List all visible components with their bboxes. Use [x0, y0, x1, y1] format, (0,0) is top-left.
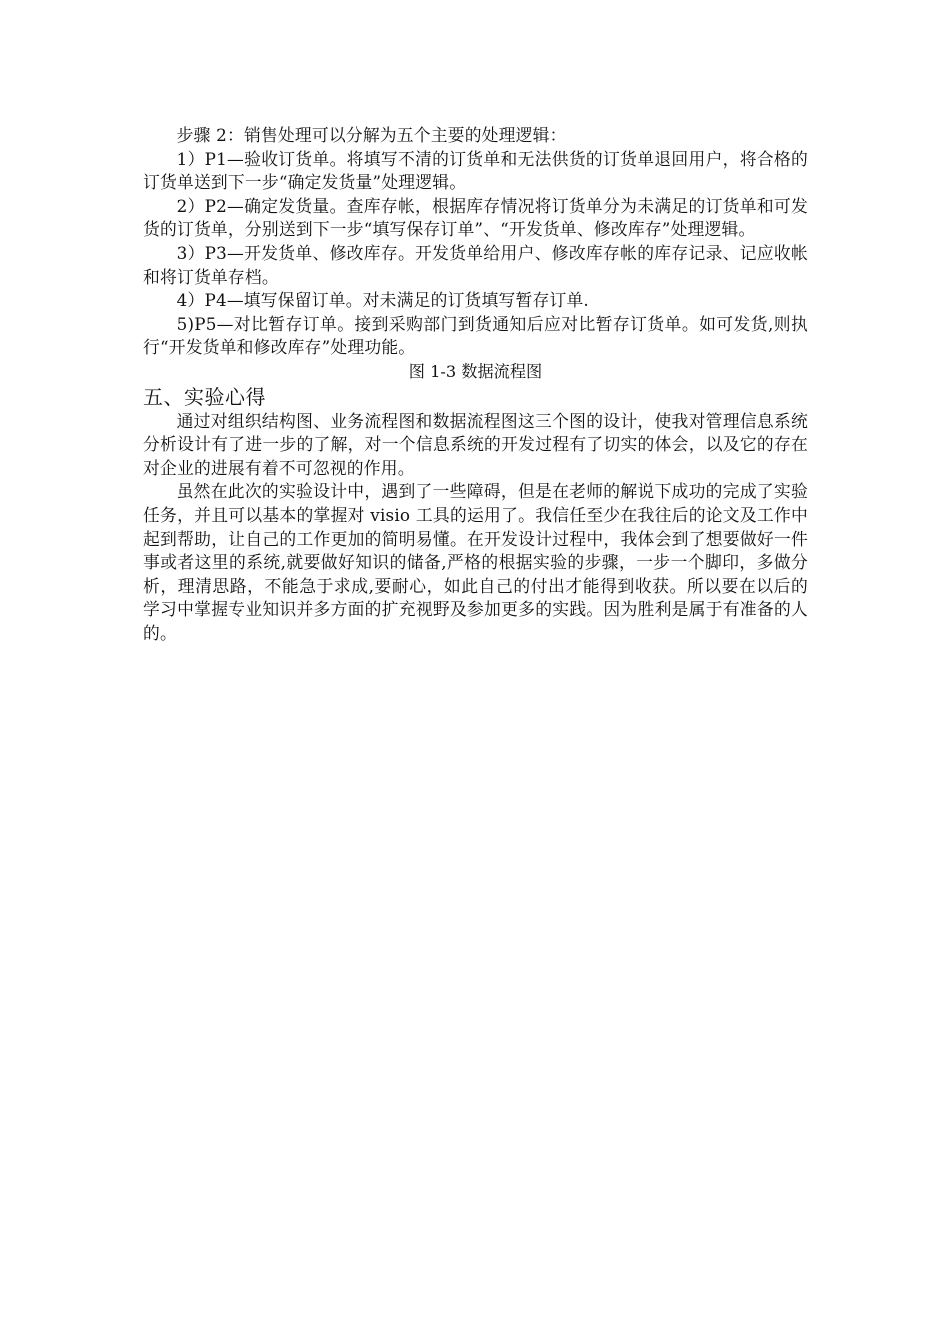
section-heading: 五、实验心得 — [143, 384, 266, 409]
reflection-paragraph-1: 通过对组织结构图、业务流程图和数据流程图这三个图的设计，使我对管理信息系统分析设计有了进一步的了解，对一个信息系统的开发过程有了切实的体会，以及它的存在对企业的进展有着不可忽视的作用。 — [143, 410, 808, 478]
step-p3-paragraph: 3）P3—开发货单、修改库存。开发货单给用户、修改库存帐的库存记录、记应收帐和将订货单存档。 — [143, 242, 808, 287]
document-body — [143, 124, 808, 645]
step-2-intro-paragraph: 步骤 2：销售处理可以分解为五个主要的处理逻辑： — [176, 125, 567, 145]
reflection-paragraph-2: 虽然在此次的实验设计中，遇到了一些障碍，但是在老师的解说下成功的完成了实验任务，并且可以基本的掌握对 visio 工具的运用了。我信任至少在我往后的论文及工作中起到帮助，让自己的工作更加的简明易懂。在开发设计过程中，我体会到了想要做好一件事或者这里的系统,就要做好知识的储备,严格的根据实验的步骤，一步一个脚印，多做分析，理清思路，不能急于求成,要耐心，如此自己的付出才能得到收获。所以要在以后的学习中掌握专业知识并多方面的扩充视野及参加更多的实践。因为胜利是属于有准备的人的。 — [143, 481, 808, 643]
step-p5-paragraph: 5)P5—对比暂存订单。接到采购部门到货通知后应对比暂存订货单。如可发货,则执行“开发货单和修改库存”处理功能。 — [143, 313, 808, 358]
step-p4-paragraph: 4）P4—填写保留订单。对未满足的订货填写暂存订单. — [176, 290, 589, 311]
step-p1-paragraph: 1）P1—验收订货单。将填写不清的订货单和无法供货的订货单退回用户，将合格的订货单送到下一步“确定发货量”处理逻辑。 — [143, 148, 808, 193]
figure-caption: 图 1-3 数据流程图 — [408, 361, 543, 381]
step-p2-paragraph: 2）P2—确定发货量。查库存帐，根据库存情况将订货单分为未满足的订货单和可发货的订货单，分别送到下一步“填写保存订单”、“开发货单、修改库存”处理逻辑。 — [143, 195, 808, 240]
